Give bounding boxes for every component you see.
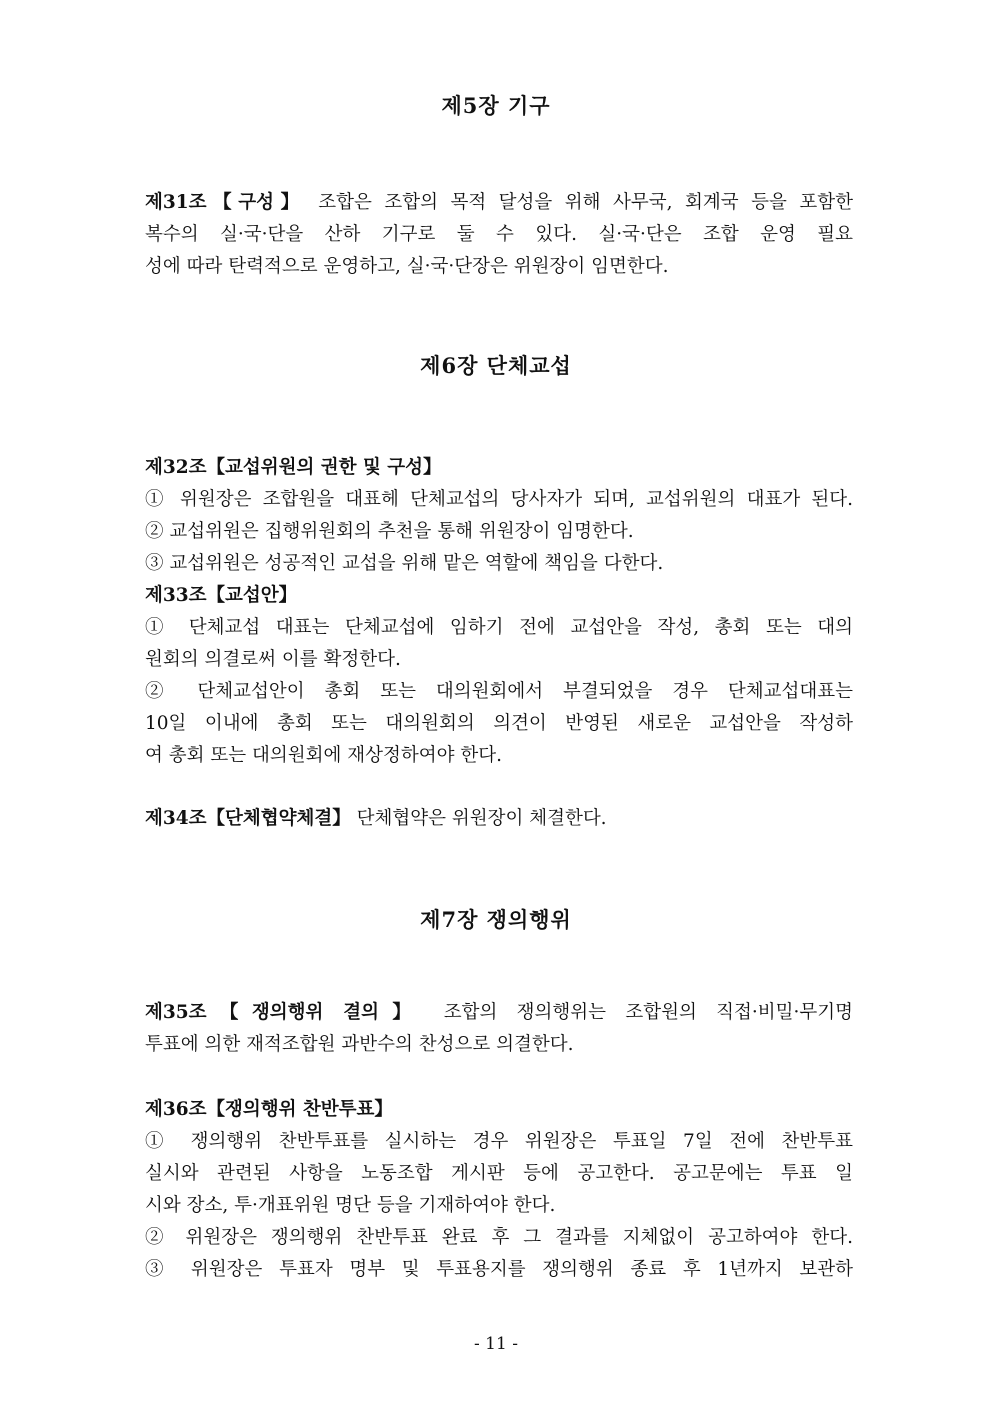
article-33-item-1-line-2: 원회의 의결로써 이를 확정한다.: [145, 649, 401, 670]
article-31-line-2: 복수의 실·국·단을 산하 기구로 둘 수 있다. 실·국·단은 조합 운영 필요: [145, 224, 853, 245]
article-31: [145, 187, 853, 283]
article-35-label: 제35조【쟁의행위 결의】: [145, 1002, 425, 1023]
article-36-label: 제36조【쟁의행위 찬반투표】: [145, 1099, 393, 1120]
article-31-line-3: 성에 따라 탄력적으로 운영하고, 실·국·단장은 위원장이 임면한다.: [145, 256, 669, 277]
article-34-line: 제34조【단체협약체결】 단체협약은 위원장이 체결한다.: [145, 808, 607, 829]
article-33-item-2-line-2: 10일 이내에 총회 또는 대의원회의 의견이 반영된 새로운 교섭안을 작성하: [145, 713, 853, 734]
article-32-item-3: ③ 교섭위원은 성공적인 교섭을 위해 맡은 역할에 책임을 다한다.: [145, 553, 664, 574]
article-36: [145, 1094, 853, 1286]
article-32-item-1: ① 위원장은 조합원을 대표헤 단체교섭의 당사자가 되며, 교섭위원의 대표가 된다.: [145, 489, 853, 510]
article-35-line-2: 투표에 의한 재적조합원 과반수의 찬성으로 의결한다.: [145, 1034, 574, 1055]
chapter-7-title: 제7장 쟁의행위: [420, 907, 572, 932]
article-35-line-1: 제35조【쟁의행위 결의】 조합의 쟁의행위는 조합원의 직접·비밀·무기명: [145, 1002, 854, 1023]
article-36-item-3: ③ 위원장은 투표자 명부 및 투표용지를 쟁의행위 종료 후 1년까지 보관하: [145, 1259, 853, 1280]
article-33-item-2-line-3: 여 총회 또는 대의원회에 재상정하여야 한다.: [145, 745, 502, 766]
article-32: [145, 452, 853, 580]
chapter-6-title: 제6장 단체교섭: [420, 353, 572, 378]
article-33-label: 제33조【교섭안】: [145, 585, 298, 606]
article-33-item-2-line-1: ② 단체교섭안이 총회 또는 대의원회에서 부결되었을 경우 단체교섭대표는: [145, 681, 853, 702]
article-36-item-1-line-1: ① 쟁의행위 찬반투표를 실시하는 경우 위원장은 투표일 7일 전에 찬반투표: [145, 1131, 853, 1152]
article-34: [145, 803, 853, 835]
article-33: [145, 580, 853, 772]
article-33-item-1-line-1: ① 단체교섭 대표는 단체교섭에 임하기 전에 교섭안을 작성, 총회 또는 대의: [145, 617, 853, 638]
article-31-label: 제31조【구성】: [145, 192, 306, 213]
article-32-item-2: ② 교섭위원은 집행위원회의 추천을 통해 위원장이 임명한다.: [145, 521, 634, 542]
page-number: - 11 -: [474, 1334, 518, 1354]
article-34-label: 제34조【단체협약체결】: [145, 808, 351, 829]
article-36-item-1-line-3: 시와 장소, 투·개표위원 명단 등을 기재하여야 한다.: [145, 1195, 556, 1216]
article-36-item-1-line-2: 실시와 관련된 사항을 노동조합 게시판 등에 공고한다. 공고문에는 투표 일: [145, 1163, 853, 1184]
article-31-line-1: 제31조【구성】 조합은 조합의 목적 달성을 위해 사무국, 회계국 등을 포함한: [145, 192, 854, 213]
article-32-label: 제32조【교섭위원의 권한 및 구성】: [145, 457, 442, 478]
article-35: [145, 997, 853, 1061]
chapter-5-title: 제5장 기구: [441, 93, 551, 118]
article-36-item-2: ② 위원장은 쟁의행위 찬반투표 완료 후 그 결과를 지체없이 공고하여야 한다.: [145, 1227, 853, 1248]
